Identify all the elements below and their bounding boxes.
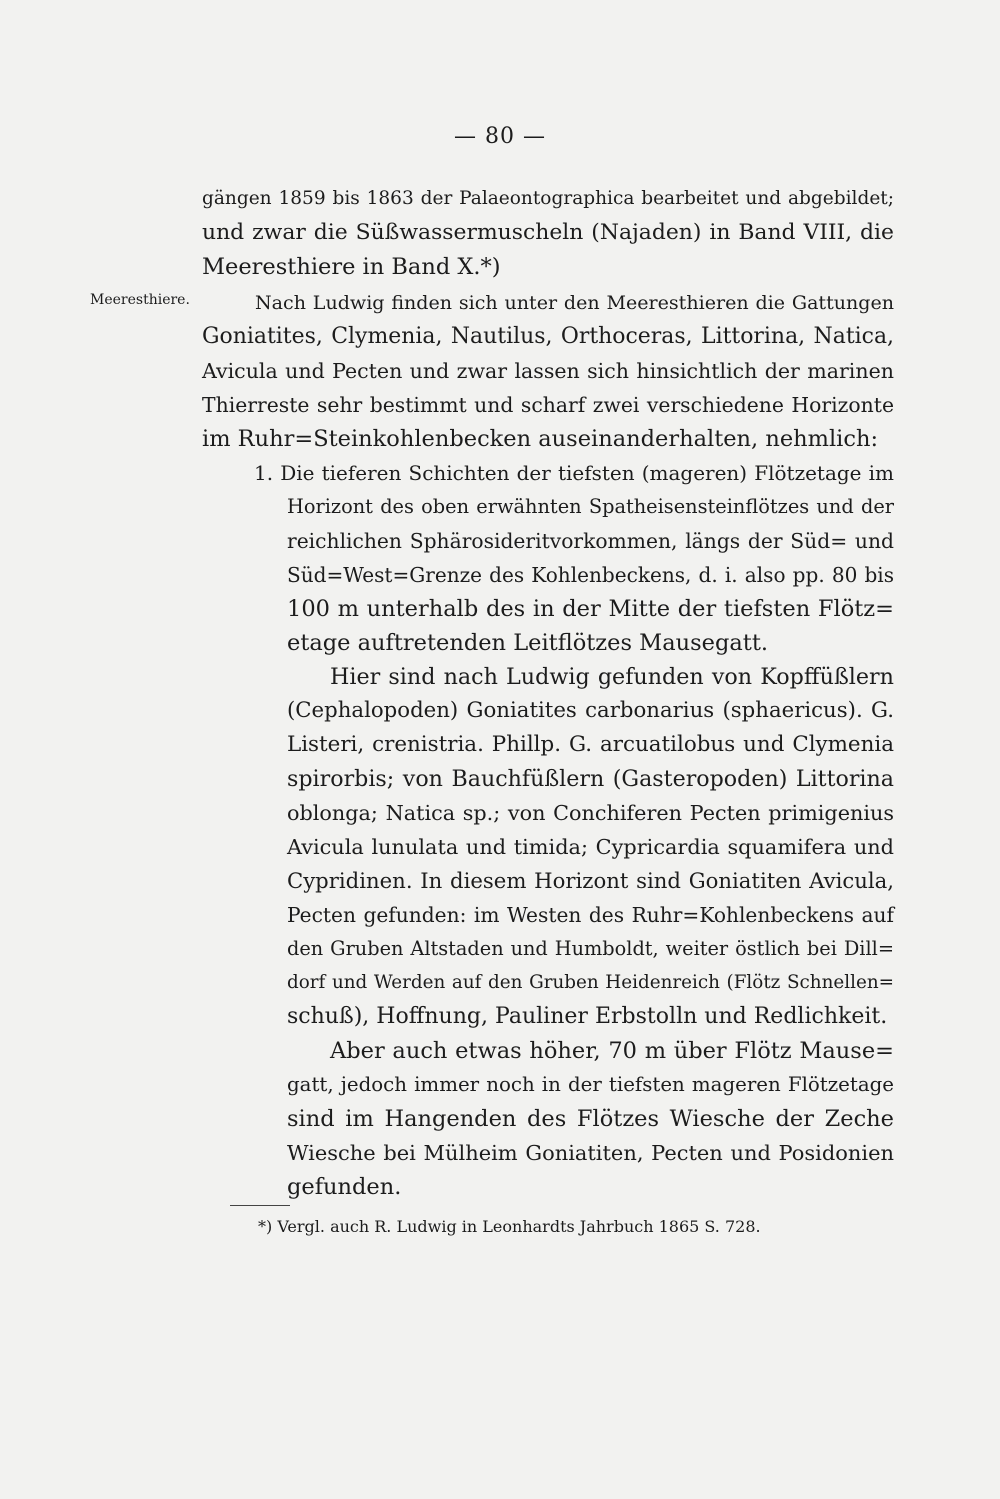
text-line: im Ruhr=Steinkohlenbecken auseinanderhalten, nehmlich: (202, 426, 879, 452)
text-line: Horizont des oben erwähnten Spatheisensteinflötzes und der (287, 495, 894, 518)
text-line: (Cephalopoden) Goniatites carbonarius (sphaericus). G. (287, 698, 894, 723)
text-line: spirorbis; von Bauchfüßlern (Gasteropoden) Littorina (287, 766, 894, 792)
text-line: Süd=West=Grenze des Kohlenbeckens, d. i. also pp. 80 bis (287, 563, 894, 587)
text-line: gängen 1859 bis 1863 der Palaeontographica bearbeitet und abgebildet; (202, 188, 894, 209)
text-line: Listeri, crenistria. Phillp. G. arcuatilobus und Clymenia (287, 732, 894, 757)
text-line: Nach Ludwig finden sich unter den Meeresthieren die Gattungen (255, 292, 894, 314)
text-line: Aber auch etwas höher, 70 m über Flötz Mause= (330, 1038, 894, 1064)
text-line: den Gruben Altstaden und Humboldt, weiter östlich bei Dill= (287, 937, 894, 960)
text-line: Cypridinen. In diesem Horizont sind Goniatiten Avicula, (287, 868, 894, 893)
text-line: Goniatites, Clymenia, Nautilus, Orthoceras, Littorina, Natica, (202, 324, 894, 349)
text-line: Thierreste sehr bestimmt und scharf zwei verschiedene Horizonte (202, 393, 894, 417)
text-line: Wiesche bei Mülheim Goniatiten, Pecten und Posidonien (287, 1141, 894, 1165)
text-line: etage auftretenden Leitflötzes Mausegatt. (287, 630, 769, 656)
list-item-line: 1. Die tieferen Schichten der tiefsten (mageren) Flötzetage im (254, 461, 894, 485)
text-line: Avicula und Pecten und zwar lassen sich hinsichtlich der marinen (202, 359, 894, 383)
text-line: reichlichen Sphärosideritvorkommen, längs der Süd= und (287, 529, 894, 553)
text-line: Pecten gefunden: im Westen des Ruhr=Kohlenbeckens auf (287, 903, 894, 927)
marginal-note: Meeresthiere. (90, 292, 190, 308)
footnote-divider (230, 1205, 290, 1206)
text-line: oblonga; Natica sp.; von Conchiferen Pecten primigenius (287, 801, 894, 825)
page-number: — 80 — (454, 124, 546, 149)
text-line: gefunden. (287, 1174, 402, 1200)
text-line: gatt, jedoch immer noch in der tiefsten mageren Flötzetage (287, 1073, 894, 1096)
text-line: Meeresthiere in Band X.*) (202, 254, 501, 280)
text-line: sind im Hangenden des Flötzes Wiesche der Zeche (287, 1106, 894, 1132)
text-line: und zwar die Süßwassermuscheln (Najaden) in Band VIII, die (202, 220, 894, 245)
text-line: dorf und Werden auf den Gruben Heidenreich (Flötz Schnellen= (287, 972, 894, 993)
text-line: Hier sind nach Ludwig gefunden von Kopffüßlern (330, 664, 894, 690)
text-line: schuß), Hoffnung, Pauliner Erbstolln und Redlichkeit. (287, 1004, 888, 1029)
footnote: *) Vergl. auch R. Ludwig in Leonhardts Jahrbuch 1865 S. 728. (258, 1217, 761, 1236)
text-line: 100 m unterhalb des in der Mitte der tiefsten Flötz= (287, 596, 894, 622)
text-line: Avicula lunulata und timida; Cypricardia squamifera und (287, 835, 894, 859)
